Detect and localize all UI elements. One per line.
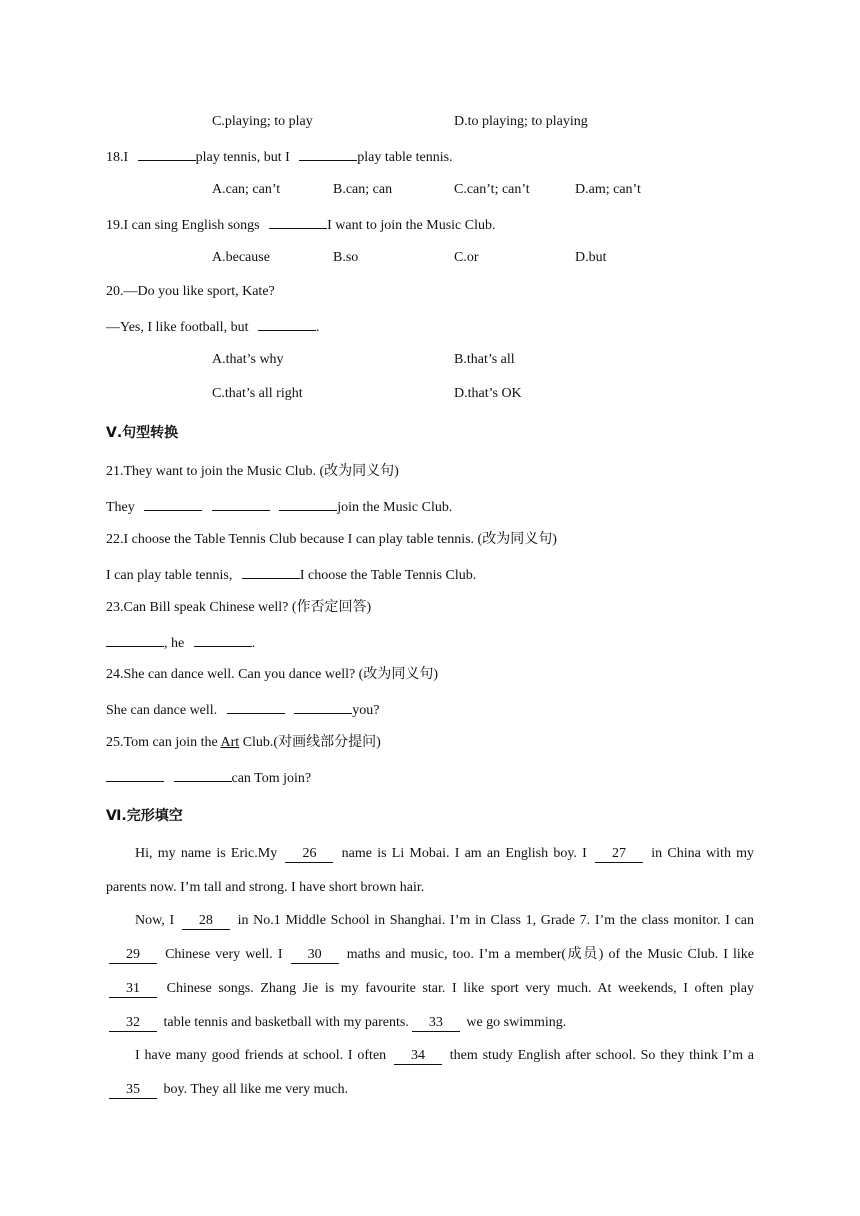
q19-option-d: D.but <box>575 250 607 265</box>
q23-stem: 23.Can Bill speak Chinese well? (作否定回答) <box>106 600 372 615</box>
q20-stem: 20.—Do you like sport, Kate? <box>106 284 275 299</box>
cloze-blank-26[interactable]: 26 <box>285 846 333 863</box>
cloze-paragraph-3: I have many good friends at school. I often 34 them study English after school. So they think I’m a 35 boy. They all like me very much. <box>106 1039 754 1107</box>
q24-answer: She can dance well. you? <box>106 699 379 721</box>
underlined-word: Art <box>220 735 240 750</box>
section-5-heading: Ⅴ.句型转换 <box>106 425 179 441</box>
answer-blank[interactable] <box>269 214 327 229</box>
q20-option-b: B.that’s all <box>454 352 515 367</box>
q21-stem: 21.They want to join the Music Club. (改为同义句) <box>106 464 399 479</box>
answer-blank[interactable] <box>174 767 232 782</box>
answer-blank[interactable] <box>242 564 300 579</box>
q18-option-b: B.can; can <box>333 182 393 197</box>
q22-answer: I can play table tennis, I choose the Table Tennis Club. <box>106 564 476 586</box>
answer-blank[interactable] <box>299 146 357 161</box>
q25-stem: 25.Tom can join the Art Club.(对画线部分提问) <box>106 735 381 750</box>
answer-blank[interactable] <box>294 699 352 714</box>
answer-blank[interactable] <box>194 632 252 647</box>
cloze-blank-34[interactable]: 34 <box>394 1048 442 1065</box>
q19-option-b: B.so <box>333 250 359 265</box>
q18-option-c: C.can’t; can’t <box>454 182 530 197</box>
answer-blank[interactable] <box>144 496 202 511</box>
answer-blank[interactable] <box>227 699 285 714</box>
answer-blank[interactable] <box>138 146 196 161</box>
cloze-blank-33[interactable]: 33 <box>412 1015 460 1032</box>
cloze-blank-31[interactable]: 31 <box>109 981 157 998</box>
q22-stem: 22.I choose the Table Tennis Club because I can play table tennis. (改为同义句) <box>106 532 557 547</box>
answer-blank[interactable] <box>279 496 337 511</box>
cloze-paragraph-2: Now, I 28 in No.1 Middle School in Shanghai. I’m in Class 1, Grade 7. I’m the class monitor. I can 29 Chinese very well. I 30 maths and music, too. I’m a member(成员) of the Music Club. I like 31 Chinese songs. Zhang Jie is my favourite star. I like sport very much. At weekends, I often play 32 table tennis and basketball with my parents. 33 we go swimming. <box>106 904 754 1040</box>
cloze-blank-27[interactable]: 27 <box>595 846 643 863</box>
q24-stem: 24.She can dance well. Can you dance well? (改为同义句) <box>106 667 439 682</box>
q20-option-d: D.that’s OK <box>454 386 522 401</box>
q19-option-a: A.because <box>212 250 270 265</box>
q18-option-a: A.can; can’t <box>212 182 281 197</box>
answer-blank[interactable] <box>106 767 164 782</box>
q18-option-d: D.am; can’t <box>575 182 641 197</box>
q19-option-c: C.or <box>454 250 479 265</box>
cloze-blank-32[interactable]: 32 <box>109 1015 157 1032</box>
cloze-blank-29[interactable]: 29 <box>109 947 157 964</box>
cloze-paragraph-1: Hi, my name is Eric.My 26 name is Li Mobai. I am an English boy. I 27 in China with my parents now. I’m tall and strong. I have short brown hair. <box>106 846 755 895</box>
q20-option-c: C.that’s all right <box>212 386 303 401</box>
answer-blank[interactable] <box>212 496 270 511</box>
cloze-blank-28[interactable]: 28 <box>182 913 230 930</box>
q21-answer: They join the Music Club. <box>106 496 452 518</box>
cloze-blank-30[interactable]: 30 <box>291 947 339 964</box>
q25-answer: can Tom join? <box>106 767 311 789</box>
q17-option-d: D.to playing; to playing <box>454 114 588 129</box>
cloze-blank-35[interactable]: 35 <box>109 1082 157 1099</box>
section-6-heading: Ⅵ.完形填空 <box>106 808 183 824</box>
q17-option-c: C.playing; to play <box>212 114 313 129</box>
q20-option-a: A.that’s why <box>212 352 284 367</box>
q19-stem: 19.I can sing English songs I want to join the Music Club. <box>106 214 496 236</box>
q20-reply: —Yes, I like football, but . <box>106 316 319 338</box>
q18-stem: 18.I play tennis, but I play table tennis. <box>106 146 453 168</box>
q23-answer: , he . <box>106 632 255 654</box>
answer-blank[interactable] <box>106 632 164 647</box>
answer-blank[interactable] <box>258 316 316 331</box>
